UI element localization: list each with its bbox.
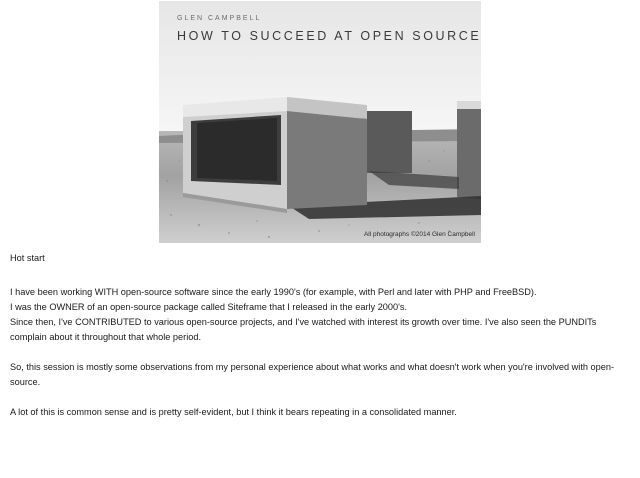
notes-paragraph: I was the OWNER of an open-source package called Siteframe that I released in the early 2000's. <box>10 302 408 312</box>
slide-thumbnail[interactable] <box>159 1 481 243</box>
notes-spacer <box>10 390 626 405</box>
notes-spacer <box>10 266 626 281</box>
slide-title: HOW TO SUCCEED AT OPEN SOURCE <box>177 29 481 43</box>
notes-paragraph: So, this session is mostly some observations from my personal experience about what works and what doesn't work when you're involved with open-source. <box>10 362 615 387</box>
notes-paragraph: I have been working WITH open-source software since the early 1990's (for example, with Perl and later with PHP and FreeBSD). <box>10 287 537 297</box>
photo-credit: All photographs ©2014 Glen Campbell <box>363 231 475 238</box>
notes-paragraph: A lot of this is common sense and is pretty self-evident, but I think it bears repeating in a consolidated manner. <box>10 407 457 417</box>
notes-paragraph: Since then, I've CONTRIBUTED to various open-source projects, and I've watched with interest its growth over time. I've also seen the PUNDITs complain about it throughout that whole period. <box>10 317 597 342</box>
presenter-notes[interactable] <box>10 251 626 420</box>
slide-author: GLEN CAMPBELL <box>177 15 262 22</box>
notes-heading: Hot start <box>10 253 45 263</box>
notes-spacer <box>10 345 626 360</box>
